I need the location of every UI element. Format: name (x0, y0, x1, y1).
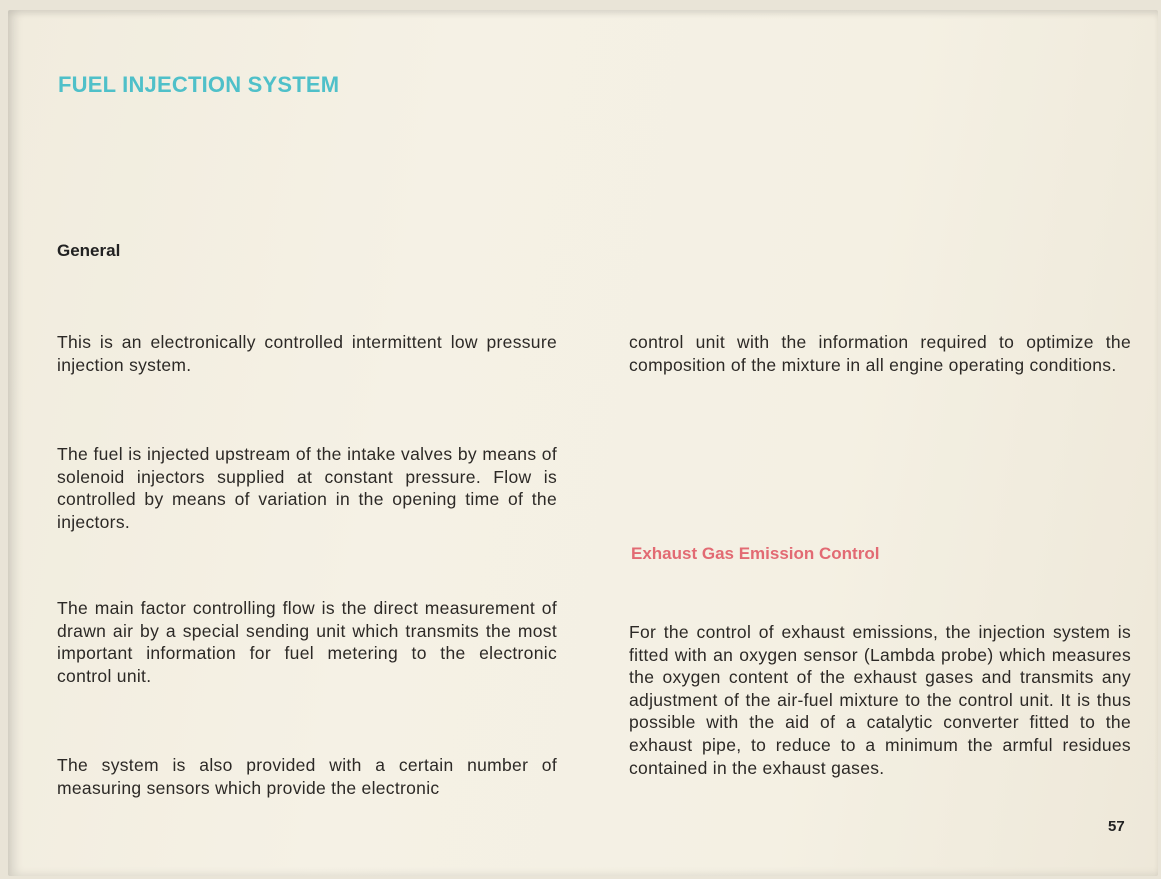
left-paragraph-4: The system is also provided with a certain number of measuring sensors which provide the electronic (57, 755, 557, 798)
left-paragraph-3: The main factor controlling flow is the direct measurement of drawn air by a special sending unit which transmits the most important information for fuel metering to the electronic control unit. (57, 598, 557, 686)
section-heading-general: General (57, 241, 121, 260)
page-title: FUEL INJECTION SYSTEM (58, 72, 340, 97)
left-paragraph-2: The fuel is injected upstream of the intake valves by means of solenoid injectors supplied at constant pressure. Flow is controlled by means of variation in the opening time of the injectors. (57, 444, 557, 532)
page-number: 57 (1108, 818, 1125, 835)
subheading-exhaust-gas-emission-control: Exhaust Gas Emission Control (631, 544, 880, 563)
right-paragraph-2: For the control of exhaust emissions, the injection system is fitted with an oxygen sensor (Lambda probe) which measures the oxygen content of the exhaust gases and transmits any adjustment of the air-fuel mixture to the control unit. It is thus possible with the aid of a catalytic converter fitted to the exhaust pipe, to reduce to a minimum the armful residues contained in the exhaust gases. (629, 622, 1131, 778)
right-paragraph-1: control unit with the information required to optimize the composition of the mixture in all engine operating conditions. (629, 332, 1131, 375)
left-paragraph-1: This is an electronically controlled intermittent low pressure injection system. (57, 332, 557, 375)
